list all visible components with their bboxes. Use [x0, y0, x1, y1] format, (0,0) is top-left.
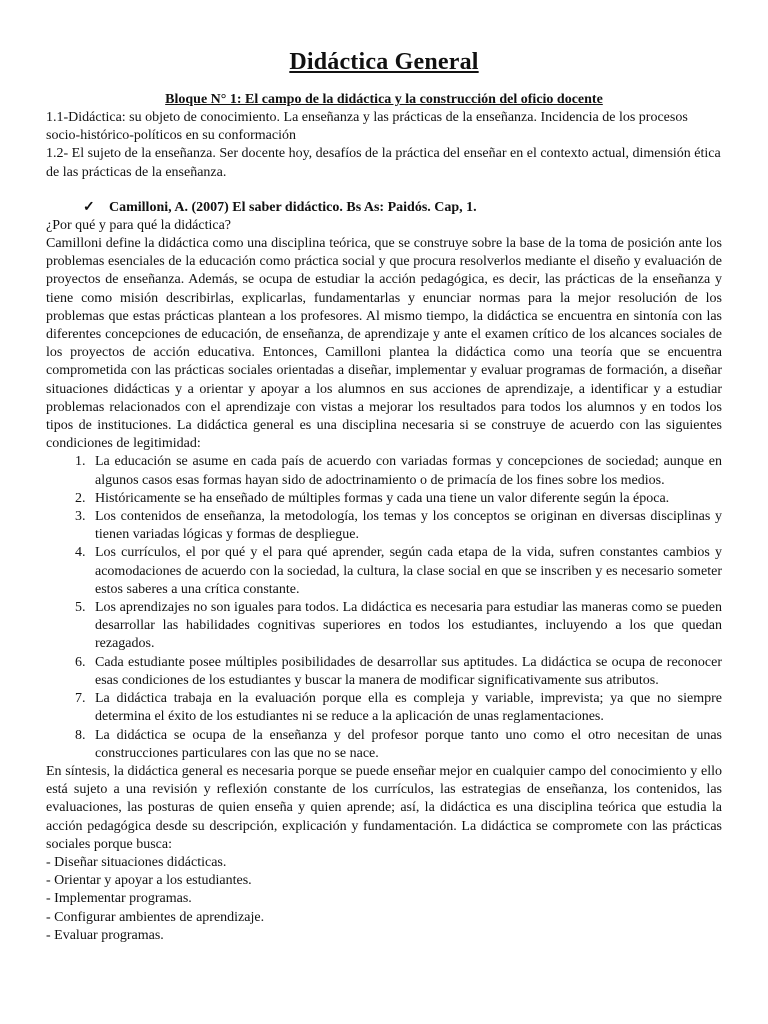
list-item: 4. Los currículos, el por qué y el para qué aprender, según cada etapa de la vida, sufren constantes cambios y acomodaciones de acuerdo con la sociedad, la cultura, la clase social en que se inscriben y es necesario someter estos saberes a una crítica constante.	[89, 544, 722, 599]
topic-1-1: 1.1-Didáctica: su objeto de conocimiento. La enseñanza y las prácticas de la enseñanza. Incidencia de los procesos socio-histórico-políticos en su conformación	[46, 110, 688, 144]
aim-item: - Orientar y apoyar a los estudiantes.	[46, 873, 252, 889]
conditions-list	[46, 453, 722, 762]
list-item: 2. Históricamente se ha enseñado de múltiples formas y cada una tiene un valor diferente según la época.	[89, 490, 722, 508]
list-item: 1. La educación se asume en cada país de acuerdo con variadas formas y concepciones de sociedad; aunque en algunos casos esas formas hayan sido de adoctrinamiento o de primacía de los fines sobre los medios.	[89, 453, 722, 489]
reference-text: Camilloni, A. (2007) El saber didáctico. Bs As: Paidós. Cap, 1.	[109, 199, 477, 215]
block-title: Bloque N° 1: El campo de la didáctica y la construcción del oficio docente	[165, 92, 603, 107]
synthesis-paragraph: En síntesis, la didáctica general es necesaria porque se puede enseñar mejor en cualquier campo del conocimiento y ello está sujeto a una revisión y reflexión constante de los currículos, las estrategias de enseñanza, los contenidos, las evaluaciones, las posturas de quien enseña y quien aprende; así, la didáctica es una disciplina teórica que estudia la acción pedagógica desde su descripción, explicación y fundamentación. La didáctica se compromete con las prácticas sociales porque busca:	[46, 763, 722, 852]
aim-item: - Diseñar situaciones didácticas.	[46, 854, 227, 870]
intro-paragraph: Camilloni define la didáctica como una disciplina teórica, que se construye sobre la base de la toma de posición ante los problemas esenciales de la educación como práctica social y que procura resolverlos mediante el diseño y evaluación de proyectos de enseñanza. Además, se ocupa de estudiar la acción pedagógica, es decir, las prácticas de la enseñanza y tiene como misión describirlas, explicarlas, fundamentarlas y enunciar normas para la mejor resolución de los problemas que estas prácticas plantean a los profesores. Al mismo tiempo, la didáctica se encuentra en sintonía con las diferentes concepciones de educación, de enseñanza, de aprendizaje y ante el examen crítico de los alcances sociales de los proyectos de acción educativa. Entonces, Camilloni plantea la didáctica como una teoría que se encuentra comprometida con las prácticas sociales orientadas a diseñar, implementar y evaluar programas de formación, a diseñar situaciones didácticas y a orientar y apoyar a los alumnos en sus acciones de aprendizaje, a identificar y a estudiar problemas relacionados con el aprendizaje con vistas a mejorar los resultados para todos los alumnos y en todos los tipos de instituciones. La didáctica general es una disciplina necesaria si se construye de acuerdo con las siguientes condiciones de legitimidad:	[46, 236, 722, 452]
list-item: 8. La didáctica se ocupa de la enseñanza y del profesor porque tanto uno como el otro necesitan de unas construcciones particulares con las que no se nace.	[89, 727, 722, 763]
document-title: Didáctica General	[289, 49, 479, 75]
question-heading: ¿Por qué y para qué la didáctica?	[46, 217, 232, 233]
aim-item: - Configurar ambientes de aprendizaje.	[46, 909, 265, 925]
aims-list	[46, 854, 722, 945]
topic-1-2: 1.2- El sujeto de la enseñanza. Ser docente hoy, desafíos de la práctica del enseñar en el contexto actual, dimensión ética de las prácticas de la enseñanza.	[46, 146, 721, 180]
aim-item: - Evaluar programas.	[46, 927, 164, 943]
list-item: 5. Los aprendizajes no son iguales para todos. La didáctica es necesaria para estudiar las maneras como se pueden desarrollar las habilidades cognitivas superiores en todos los estudiantes, incluyendo a los que quedan rezagados.	[89, 599, 722, 654]
list-item: 6. Cada estudiante posee múltiples posibilidades de desarrollar sus aptitudes. La didáctica se ocupa de reconocer esas condiciones de los estudiantes y buscar la manera de modificar significativamente sus atributos.	[89, 654, 722, 690]
aim-item: - Implementar programas.	[46, 891, 192, 907]
checkmark-icon: ✓	[83, 199, 95, 215]
list-item: 3. Los contenidos de enseñanza, la metodología, los temas y los conceptos se originan en diversas disciplinas y tienen variadas lógicas y formas de despliegue.	[89, 508, 722, 544]
list-item: 7. La didáctica trabaja en la evaluación porque ella es compleja y variable, imprevista; ya que no siempre determina el éxito de los estudiantes ni se reduce a la aplicación de unas reglamentaciones.	[89, 690, 722, 726]
reference-line	[83, 199, 722, 217]
